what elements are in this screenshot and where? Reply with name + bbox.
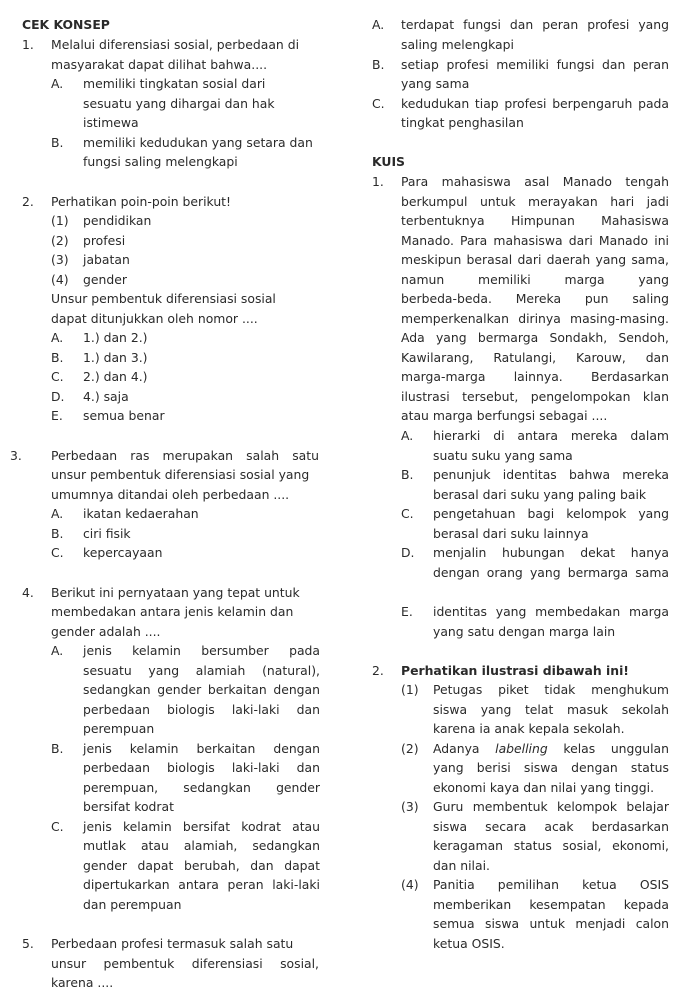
point-text-line: siswa secara acak berdasarkan [433, 819, 669, 834]
option-text-line: fungsi saling melengkapi [83, 154, 238, 169]
point-text-line [433, 739, 669, 759]
point-label: (4) [51, 272, 69, 287]
option-label: C. [51, 369, 64, 384]
option-label: A. [372, 17, 385, 32]
option-text-line: istimewa [83, 115, 139, 130]
question-stem-line: terbentuknya Himpunan Mahasiswa [401, 213, 669, 228]
option-label: B. [51, 350, 64, 365]
question-number: 1. [372, 174, 384, 189]
option-text-line: dipertukarkan antara peran laki-laki [83, 877, 320, 892]
option-text-line: bersifat kodrat [83, 799, 174, 814]
point-text-line: Panitia pemilihan ketua OSIS [433, 877, 669, 892]
question-stem-line: umumnya ditandai oleh perbedaan .... [51, 487, 290, 502]
option-text-line: suatu suku yang sama [433, 448, 573, 463]
option-label: D. [51, 389, 65, 404]
option-text: kepercayaan [83, 545, 163, 560]
option-text-line: yang satu dengan marga lain [433, 624, 616, 639]
option-text-line: jenis kelamin berkaitan dengan [83, 741, 320, 756]
option-label: B. [401, 467, 414, 482]
option-text-line: saling melengkapi [401, 37, 514, 52]
point-text-line: siswa yang telat masuk sekolah [433, 702, 669, 717]
question-stem-line: berkumpul untuk merayakan hari jadi [401, 194, 669, 209]
option-text-line: mutlak atau alamiah, sedangkan [83, 838, 320, 853]
question-stem-line: Unsur pembentuk diferensiasi sosial [51, 291, 276, 306]
point-text-line: karena ia anak kepala sekolah. [433, 721, 625, 736]
point-text-line: keragaman status sosial, ekonomi, [433, 838, 669, 853]
point-text: pendidikan [83, 213, 152, 228]
option-label: B. [372, 57, 385, 72]
question-stem-line: Berikut ini pernyataan yang tepat untuk [51, 585, 300, 600]
question-stem-line: marga-marga lainnya. Berdasarkan [401, 369, 669, 384]
question-number: 3. [10, 448, 22, 463]
question-stem-line: atau marga berfungsi sebagai .... [401, 408, 608, 423]
question-stem-line: unsur pembentuk diferensiasi sosial, [51, 956, 319, 971]
option-label: A. [51, 643, 64, 658]
question-number: 5. [22, 936, 34, 951]
question-number: 1. [22, 37, 34, 52]
option-label: B. [51, 135, 64, 150]
question-stem-line: Ada yang bermarga Sondakh, Sendoh, [401, 330, 669, 345]
option-label: A. [51, 330, 64, 345]
point-label: (1) [51, 213, 69, 228]
option-text-line: terdapat fungsi dan peran profesi yang [401, 17, 669, 32]
option-text-line: sedangkan gender berkaitan dengan [83, 682, 320, 697]
question-stem-line: Perhatikan ilustrasi dibawah ini! [401, 663, 629, 678]
option-text-line: gender dapat berubah, dan dapat [83, 858, 320, 873]
option-text-line: berasal dari suku yang paling baik [433, 487, 647, 502]
question-stem-line: masyarakat dapat dilihat bahwa.... [51, 57, 268, 72]
point-text-line: Guru membentuk kelompok belajar [433, 799, 669, 814]
question-stem-line: Kawilarang, Ratulangi, Karouw, dan [401, 350, 669, 365]
question-stem-line: Melalui diferensiasi sosial, perbedaan di [51, 37, 300, 52]
option-text: 1.) dan 3.) [83, 350, 148, 365]
question-stem-line: berbeda-beda. Mereka pun saling [401, 291, 669, 306]
option-text-line: berasal dari suku lainnya [433, 526, 589, 541]
question-stem-line: Perbedaan profesi termasuk salah satu [51, 936, 294, 951]
question-stem-line: Perhatikan poin-poin berikut! [51, 194, 232, 209]
point-label: (1) [401, 682, 419, 697]
option-text-line: setiap profesi memiliki fungsi dan peran [401, 57, 669, 72]
option-label: E. [401, 604, 413, 619]
question-stem-line: karena .... [51, 975, 114, 990]
option-label: C. [401, 506, 414, 521]
question-stem-line: Perbedaan ras merupakan salah satu [51, 448, 319, 463]
question-stem-line: gender adalah .... [51, 624, 161, 639]
option-text-line: identitas yang membedakan marga [433, 604, 669, 619]
point-text-line: ekonomi kaya dan nilai yang tinggi. [433, 780, 655, 795]
option-label: A. [51, 76, 64, 91]
option-label: C. [51, 819, 64, 834]
option-text-line: penunjuk identitas bahwa mereka [433, 467, 669, 482]
option-label: E. [51, 408, 63, 423]
option-text-line: jenis kelamin bersumber pada [83, 643, 320, 658]
point-text-line: yang berisi siswa dengan status [433, 760, 669, 775]
question-stem-line: Manado. Para mahasiswa dari Manado ini [401, 233, 669, 248]
option-text-line: perbedaan biologis laki-laki dan [83, 760, 320, 775]
option-text-line: perempuan [83, 721, 155, 736]
question-number: 2. [22, 194, 34, 209]
point-label: (4) [401, 877, 419, 892]
point-label: (2) [401, 741, 419, 756]
question-stem-line: meskipun berasal dari daerah yang sama, [401, 252, 669, 267]
option-text-line: perempuan, sedangkan gender [83, 780, 320, 795]
option-text-line: sesuatu yang dihargai dan hak [83, 96, 275, 111]
option-text-line: perbedaan biologis laki-laki dan [83, 702, 320, 717]
option-text-line: hierarki di antara mereka dalam [433, 428, 669, 443]
section-heading-kuis: KUIS [372, 154, 405, 169]
point-text-segment: Adanya [433, 741, 496, 756]
option-text-line: memiliki kedudukan yang setara dan [83, 135, 313, 150]
point-text: profesi [83, 233, 126, 248]
option-text-line: pengetahuan bagi kelompok yang [433, 506, 669, 521]
point-text-line: Petugas piket tidak menghukum [433, 682, 669, 697]
question-stem-line: namun memiliki marga yang [401, 272, 669, 287]
section-heading-cek-konsep: CEK KONSEP [22, 17, 110, 32]
question-stem-line: unsur pembentuk diferensiasi sosial yang [51, 467, 310, 482]
point-text-segment: kelas unggulan [547, 741, 670, 756]
option-text-line: kedudukan tiap profesi berpengaruh pada [401, 96, 669, 111]
option-text: ikatan kedaerahan [83, 506, 199, 521]
point-text-line: memberikan kesempatan kepada [433, 897, 669, 912]
option-label: B. [51, 741, 64, 756]
question-stem-line: Para mahasiswa asal Manado tengah [401, 174, 669, 189]
option-text-line: yang sama [401, 76, 470, 91]
question-number: 4. [22, 585, 34, 600]
option-text-line: dengan orang yang bermarga sama [433, 565, 669, 580]
question-stem-line: ilustrasi tersebut, pengelompokan klan [401, 389, 669, 404]
option-text-line: jenis kelamin bersifat kodrat atau [83, 819, 320, 834]
question-stem-line: membedakan antara jenis kelamin dan [51, 604, 294, 619]
option-label: B. [51, 526, 64, 541]
option-text-line: menjalin hubungan dekat hanya [433, 545, 669, 560]
option-text: 4.) saja [83, 389, 129, 404]
point-text-line: dan nilai. [433, 858, 490, 873]
option-text: semua benar [83, 408, 165, 423]
question-number: 2. [372, 663, 384, 678]
point-label: (2) [51, 233, 69, 248]
option-label: C. [372, 96, 385, 111]
option-label: C. [51, 545, 64, 560]
option-text-line: memiliki tingkatan sosial dari [83, 76, 266, 91]
option-label: A. [401, 428, 414, 443]
question-stem-line: dapat ditunjukkan oleh nomor .... [51, 311, 258, 326]
question-stem-line: memperkenalkan dirinya masing-masing. [401, 311, 669, 326]
option-text-line: sesuatu yang alamiah (natural), [83, 663, 320, 678]
option-text: ciri fisik [83, 526, 131, 541]
option-text: 1.) dan 2.) [83, 330, 148, 345]
point-label: (3) [401, 799, 419, 814]
point-label: (3) [51, 252, 69, 267]
option-text-line: tingkat penghasilan [401, 115, 524, 130]
point-text-emphasis: labelling [495, 741, 548, 756]
point-text-line: semua siswa untuk menjadi calon [433, 916, 669, 931]
option-text-line: dan perempuan [83, 897, 182, 912]
option-label: A. [51, 506, 64, 521]
point-text: jabatan [83, 252, 130, 267]
point-text: gender [83, 272, 127, 287]
point-text-line: ketua OSIS. [433, 936, 505, 951]
option-text: 2.) dan 4.) [83, 369, 148, 384]
option-label: D. [401, 545, 415, 560]
